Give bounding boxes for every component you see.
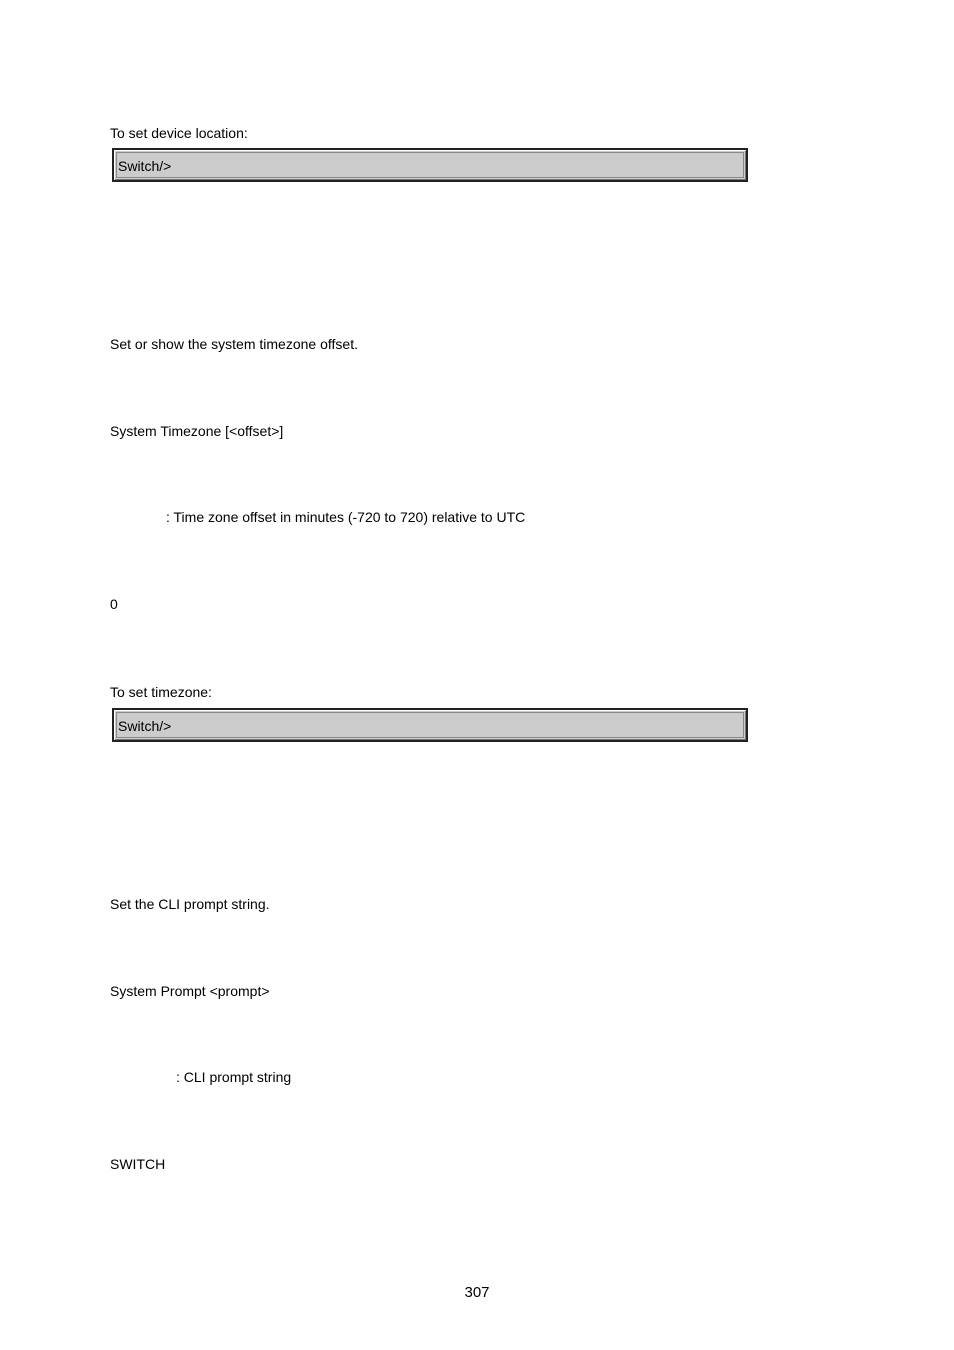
location-cli-prompt: Switch/> xyxy=(118,158,172,174)
timezone-parameter: : Time zone offset in minutes (-720 to 720) relative to UTC xyxy=(166,509,526,525)
cli-box-inner-border xyxy=(116,152,744,178)
timezone-syntax: System Timezone [<offset>] xyxy=(110,423,284,439)
cli-box-inner-border xyxy=(116,712,744,738)
prompt-syntax: System Prompt <prompt> xyxy=(110,983,270,999)
location-example-label: To set device location: xyxy=(110,125,248,141)
timezone-cli-box xyxy=(112,708,748,742)
page-number: 307 xyxy=(464,1284,490,1301)
prompt-description: Set the CLI prompt string. xyxy=(110,896,270,912)
timezone-cli-prompt: Switch/> xyxy=(118,718,172,734)
timezone-default-value: 0 xyxy=(110,596,118,612)
timezone-description: Set or show the system timezone offset. xyxy=(110,336,358,352)
timezone-example-label: To set timezone: xyxy=(110,684,212,700)
prompt-default-value: SWITCH xyxy=(110,1156,166,1172)
location-cli-box xyxy=(112,148,748,182)
prompt-parameter: : CLI prompt string xyxy=(176,1069,292,1085)
